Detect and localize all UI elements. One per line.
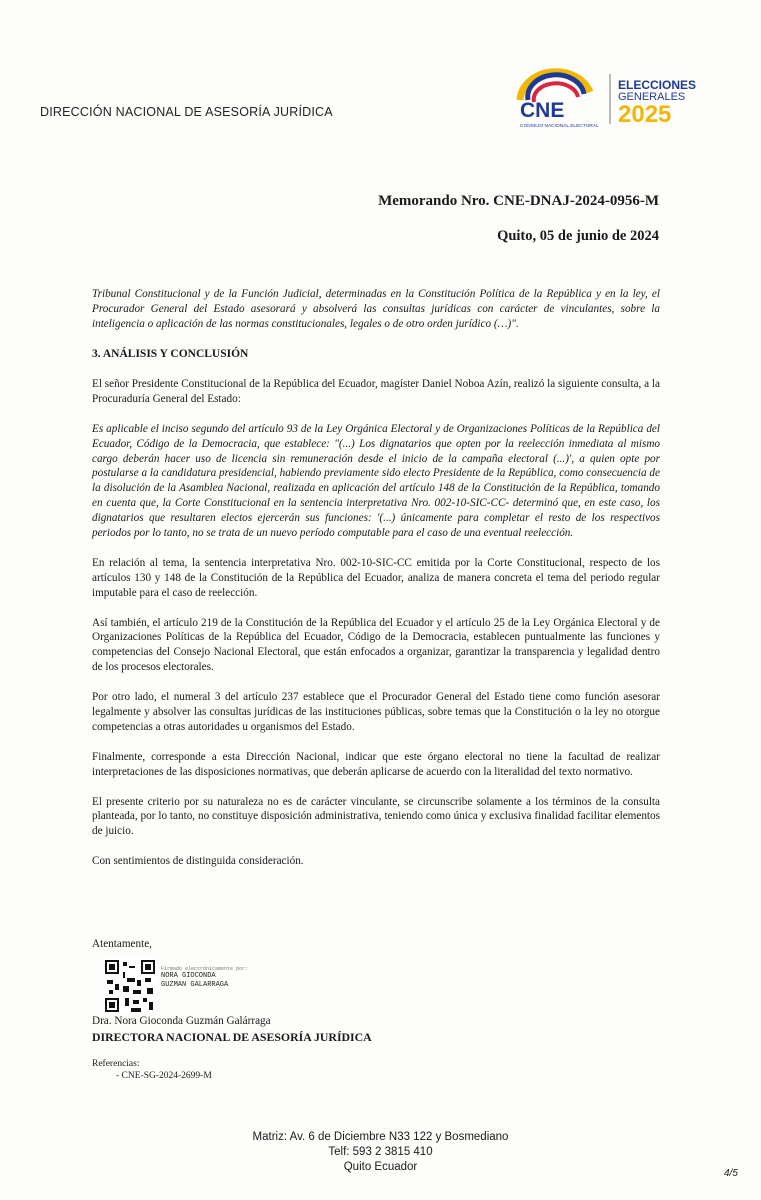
- page-number: 4/5: [724, 1168, 738, 1179]
- elections-year: 2025: [618, 101, 672, 128]
- references: [92, 1058, 212, 1083]
- signature-stamp-line1: NORA GIOCONDA: [161, 972, 216, 981]
- signer-title: DIRECTORA NACIONAL DE ASESORÍA JURÍDICA: [92, 1030, 372, 1044]
- paragraph-consulta-text: Es aplicable el inciso segundo del artículo 93 de la Ley Orgánica Electoral y de Organizaciones Políticas de la República del Ecuador, Código de la Democracia, que establece: "(...) Los dignatarios que opten por la reelección inmediata al mismo cargo deberán hacer uso de licencia sin remuneración desde el inicio de la campaña electoral (...)', a quien opte por postularse a la candidatura presidencial, habiendo previamente sido electo Presidente de la República, como consecuencia de la disolución de la Asamblea Nacional, realizada en aplicación del artículo 148 de la Constitución de la República, tomando en cuenta que, la Corte Constitucional en la sentencia interpretativa Nro. 002-10-SIC-CC- determinó que, en este caso, los dignatarios que resultaren electos ejercerán sus funciones: '(...) únicamente para completar el resto de los respectivos periodos por lo tanto, no se trata de un nuevo período computable para el caso de una eventual reelección.: [92, 422, 660, 539]
- electronic-signature-stamp: [161, 966, 248, 990]
- reference-item: - CNE-SG-2024-2699-M: [116, 1071, 212, 1082]
- elections-title: ELECCIONES: [618, 78, 697, 92]
- closing-line: Con sentimientos de distinguida consideración.: [92, 855, 304, 868]
- memo-number: Memorando Nro. CNE-DNAJ-2024-0956-M: [378, 193, 659, 209]
- paragraph-articulos: Así también, el artículo 219 de la Constitución de la República del Ecuador y el artículo 25 de la Ley Orgánica Electoral y de Organizaciones Políticas de la República del Ecuador, Código de la Democracia, establecen puntualmente las funciones y competencias del Consejo Nacional Electoral, que están enfocados a organizar, garantizar la transparencia y legalidad dentro de los procesos electorales.: [92, 616, 660, 674]
- section-title: 3. ANÁLISIS Y CONCLUSIÓN: [92, 347, 249, 360]
- signature-stamp-caption: Firmado electrónicamente por:: [161, 966, 249, 972]
- signature-stamp-line2: GUZMAN GALARRAGA: [161, 981, 229, 989]
- footer-line-city: Quito Ecuador: [343, 1160, 418, 1173]
- paragraph-consulta-intro: El señor Presidente Constitucional de la República del Ecuador, magíster Daniel Noboa Azín, realizó la siguiente consulta, a la Procuraduría General del Estado:: [92, 377, 660, 405]
- department-header: DIRECCIÓN NACIONAL DE ASESORÍA JURÍDICA: [40, 105, 333, 119]
- cne-logo-text: CNE: [520, 99, 565, 122]
- paragraph-sentencia: En relación al tema, la sentencia interpretativa Nro. 002-10-SIC-CC emitida por la Corte Constitucional, respecto de los artículos 130 y 148 de la Constitución de la República del Ecuador, analiza de manera concreta el tema del periodo regular imputable para el caso de reelección.: [92, 556, 660, 599]
- paragraph-finalmente: Finalmente, corresponde a esta Dirección Nacional, indicar que este órgano electoral no tiene la facultad de realizar interpretaciones de las disposiciones normativas, que deberán aplicarse de acuerdo con la literalidad del texto normativo.: [92, 750, 660, 778]
- intro-quote: Tribunal Constitucional y de la Función Judicial, determinadas en la Constitución Política de la República y en la ley, el Procurador General del Estado asesorará y absolverá las consultas jurídicas con carácter de vinculantes, sobre la inteligencia o aplicación de las normas constitucionales, legales o de otro orden jurídico (…)".: [92, 288, 660, 330]
- paragraph-criterio: El presente criterio por su naturaleza no es de carácter vinculante, se circunscribe solamente a los términos de la consulta planteada, por lo tanto, no constituye disposición administrativa, teniendo como única y exclusiva finalidad facilitar elementos de juicio.: [92, 795, 660, 838]
- footer-address: [0, 1130, 761, 1175]
- elections-subtitle: GENERALES: [618, 91, 686, 103]
- cne-logo-subtitle: CONSEJO NACIONAL ELECTORAL: [520, 124, 599, 129]
- footer-line-address: Matriz: Av. 6 de Diciembre N33 122 y Bosmediano: [252, 1131, 509, 1143]
- footer-line-phone: Telf: 593 2 3815 410: [328, 1145, 433, 1158]
- cne-elections-logo: [512, 62, 712, 132]
- memo-body: [92, 287, 660, 884]
- greeting: Atentamente,: [92, 938, 152, 950]
- cne-logo-icon: [512, 62, 712, 132]
- signer-name: Dra. Nora Gioconda Guzmán Galárraga: [92, 1015, 271, 1027]
- references-label: Referencias:: [92, 1059, 140, 1069]
- memo-date: Quito, 05 de junio de 2024: [497, 228, 659, 244]
- paragraph-procurador: Por otro lado, el numeral 3 del artículo 237 establece que el Procurador General del Estado tiene como función asesorar legalmente y absolver las consultas jurídicas de las instituciones públicas, sobre temas que la Constitución o la ley no otorgue competencias a otras autoridades u organismos del Estado.: [92, 691, 660, 733]
- qr-code-icon: [103, 958, 157, 1014]
